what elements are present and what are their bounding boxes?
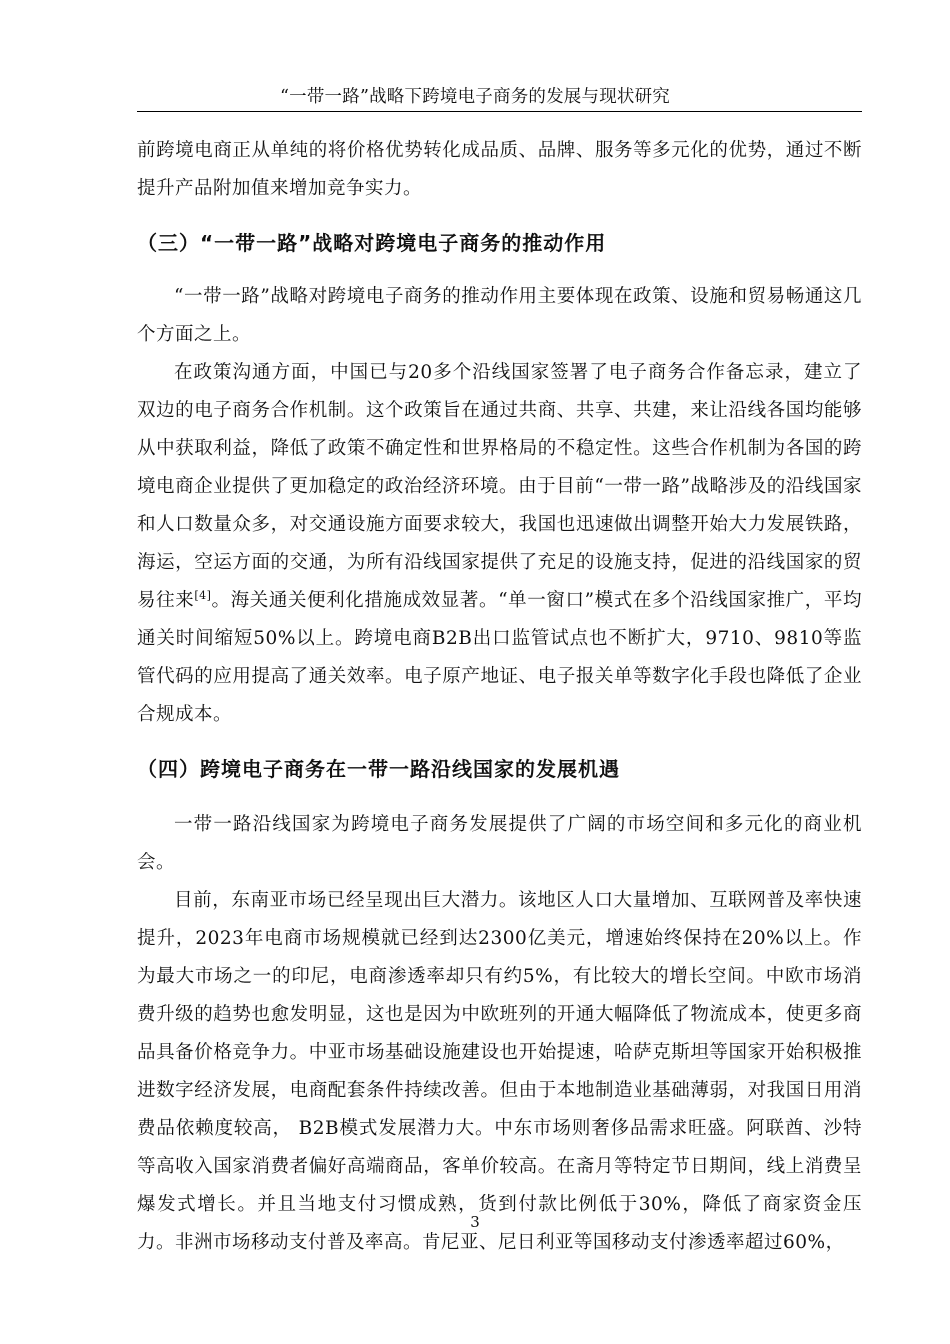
header-rule [137,111,862,112]
paragraph-opportunity-intro: 一带一路沿线国家为跨境电子商务发展提供了广阔的市场空间和多元化的商业机会。 [137,814,862,873]
section-heading-three: （三）“一带一路”战略对跨境电子商务的推动作用 [137,231,607,255]
section-heading-four: （四）跨境电子商务在一带一路沿线国家的发展机遇 [137,757,620,781]
body-content [137,132,862,1262]
paragraph-policy [137,354,862,734]
paragraph-markets: 目前，东南亚市场已经呈现出巨大潜力。该地区人口大量增加、互联网普及率快速提升，2023年电商市场规模就已经到达2300亿美元，增速始终保持在20%以上。作为最大市场之一的印尼，电商渗透率却只有约5%，有比较大的增长空间。中欧市场消费升级的趋势也愈发明显，这也是因为中欧班列的开通大幅降低了物流成本，使更多商品具备价格竞争力。中亚市场基础设施建设也开始提速，哈萨克斯坦等国家开始积极推进数字经济发展，电商配套条件持续改善。但由于本地制造业基础薄弱，对我国日用消费品依赖度较高， B2B模式发展潜力大。中东市场则奢侈品需求旺盛。阿联酋、沙特等高收入国家消费者偏好高端商品，客单价较高。在斋月等特定节日期间，线上消费呈爆发式增长。并且当地支付习惯成熟，货到付款比例低于30%，降低了商家资金压力。非洲市场移动支付普及率高。肯尼亚、尼日利亚等国移动支付渗透率超过60%， [137,890,862,1253]
running-header: “一带一路”战略下跨境电子商务的发展与现状研究 [280,87,670,107]
citation-ref[interactable]: [4] [194,588,212,602]
paragraph-policy-text-b: 。海关通关便利化措施成效显著。“单一窗口”模式在多个沿线国家推广，平均通关时间缩短50%以上。跨境电商B2B出口监管试点也不断扩大，9710、9810等监管代码的应用提高了通关效率。电子原产地证、电子报关单等数字化手段也降低了企业合规成本。 [137,590,862,725]
paragraph-continued: 前跨境电商正从单纯的将价格优势转化成品质、品牌、服务等多元化的优势，通过不断提升产品附加值来增加竞争实力。 [137,140,862,199]
page-number: 3 [470,1213,480,1231]
paragraph-policy-text-a: 在政策沟通方面，中国已与20多个沿线国家签署了电子商务合作备忘录，建立了双边的电子商务合作机制。这个政策旨在通过共商、共享、共建，来让沿线各国均能够从中获取利益，降低了政策不确定性和世界格局的不稳定性。这些合作机制为各国的跨境电商企业提供了更加稳定的政治经济环境。由于目前“一带一路”战略涉及的沿线国家和人口数量众多，对交通设施方面要求较大，我国也迅速做出调整开始大力发展铁路，海运，空运方面的交通，为所有沿线国家提供了充足的设施支持，促进的沿线国家的贸易往来 [137,362,862,611]
paragraph-promotion-intro: “一带一路”战略对跨境电子商务的推动作用主要体现在政策、设施和贸易畅通这几个方面之上。 [137,286,862,345]
